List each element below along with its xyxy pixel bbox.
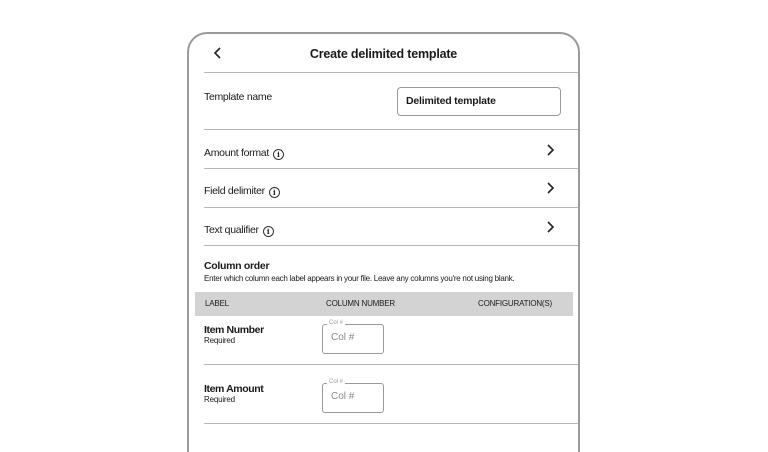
divider	[204, 168, 578, 169]
col-input-placeholder: Col #	[331, 332, 355, 343]
table-header	[195, 292, 573, 316]
divider	[204, 364, 578, 365]
info-icon[interactable]: i	[269, 187, 280, 198]
page-title: Create delimited template	[309, 47, 458, 61]
amount-format-label: Amount format	[204, 147, 269, 159]
header-configurations: CONFIGURATION(S)	[478, 299, 552, 308]
item-name: Item Number	[204, 324, 264, 336]
amount-format-row[interactable]	[204, 143, 578, 159]
info-icon[interactable]: i	[273, 149, 284, 160]
col-input-floating-label: Col #	[329, 379, 344, 385]
template-name-label: Template name	[204, 91, 272, 103]
divider	[204, 129, 578, 130]
col-input-floating-label: Col #	[329, 320, 344, 326]
col-number-input[interactable]	[322, 379, 384, 413]
divider	[204, 207, 578, 208]
device-frame	[187, 32, 580, 452]
table-row	[204, 324, 264, 345]
column-order-description: Enter which column each label appears in your file. Leave any columns you're not using blank.	[204, 274, 515, 283]
template-name-input[interactable]: Delimited template	[397, 87, 561, 116]
header-column-number: COLUMN NUMBER	[326, 299, 395, 308]
header-label: LABEL	[205, 299, 229, 308]
chevron-right-icon[interactable]	[545, 181, 555, 195]
table-row	[204, 383, 263, 404]
chevron-right-icon[interactable]	[545, 220, 555, 234]
item-name: Item Amount	[204, 383, 264, 395]
col-number-input[interactable]	[322, 320, 384, 354]
divider	[204, 72, 578, 73]
item-required: Required	[204, 336, 235, 345]
item-required: Required	[204, 395, 235, 404]
divider	[204, 423, 578, 424]
info-icon[interactable]: i	[263, 226, 274, 237]
divider	[204, 245, 578, 246]
chevron-right-icon[interactable]	[545, 143, 555, 157]
field-delimiter-row[interactable]	[204, 181, 578, 197]
column-order-title: Column order	[204, 260, 270, 272]
col-input-placeholder: Col #	[331, 391, 355, 402]
field-delimiter-label: Field delimiter	[204, 185, 265, 197]
text-qualifier-label: Text qualifier	[204, 224, 259, 236]
text-qualifier-row[interactable]	[204, 220, 578, 236]
